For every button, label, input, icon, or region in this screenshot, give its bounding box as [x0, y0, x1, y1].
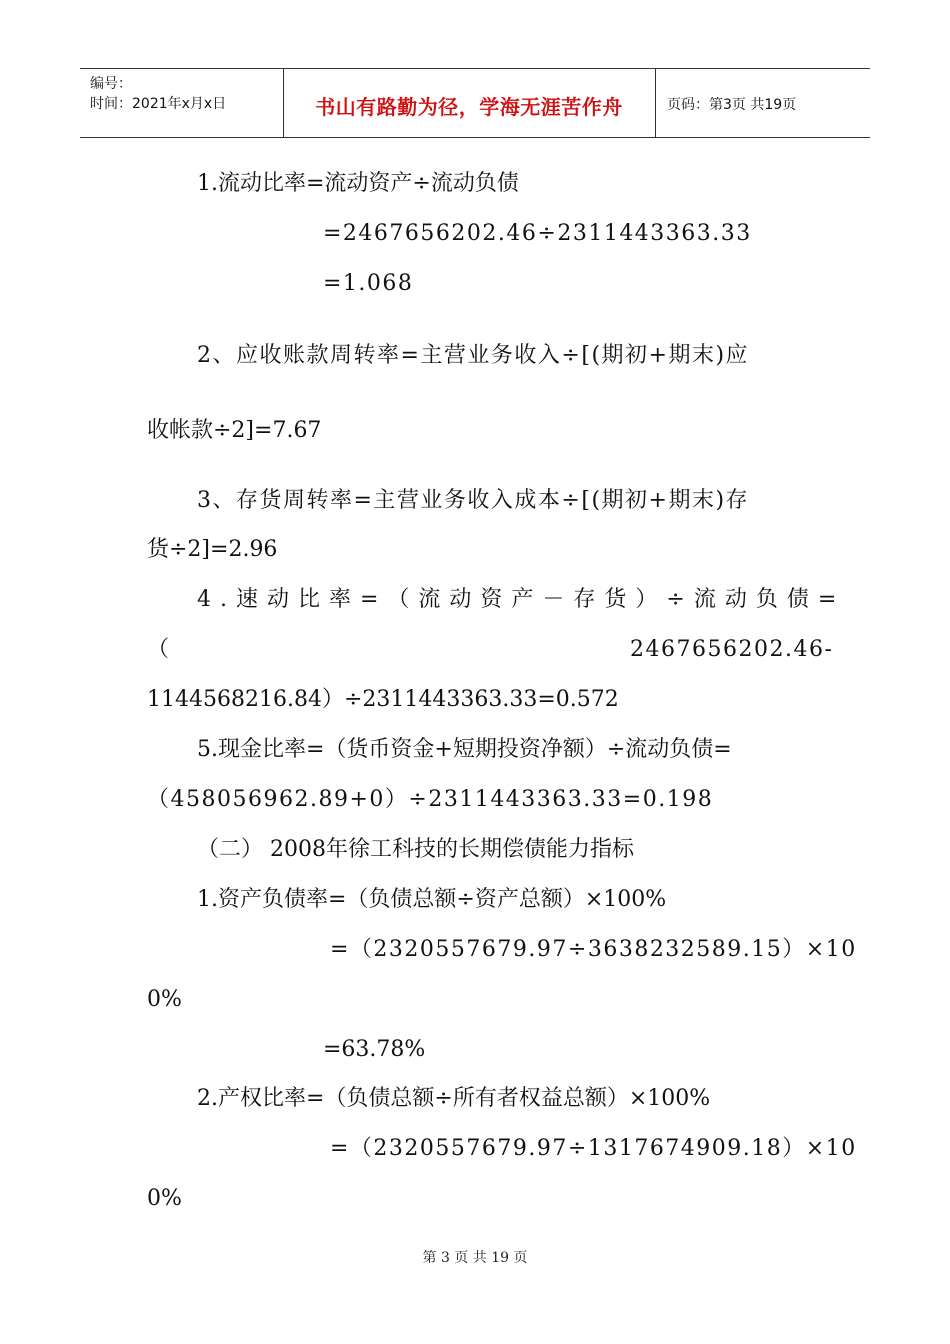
header-page-cell	[655, 69, 870, 137]
text-line: 3、存货周转率=主营业务收入成本÷[(期初+期末)存	[197, 488, 750, 513]
page-footer: 第 3 页 共 19 页	[422, 1250, 528, 1266]
text-line: 2467656202.46-	[630, 637, 834, 662]
text-line: 2.产权比率=（负债总额÷所有者权益总额）×100%	[197, 1086, 711, 1111]
text-line: 0%	[147, 1186, 182, 1211]
text-line: 收帐款÷2]=7.67	[147, 418, 322, 443]
text-line: =1.068	[323, 271, 414, 296]
document-number-label: 编号：	[90, 76, 132, 92]
text-line: 5.现金比率=（货币资金+短期投资净额）÷流动负债=	[197, 737, 732, 762]
header-info-cell	[80, 69, 284, 137]
text-line: 货÷2]=2.96	[147, 537, 278, 562]
document-time-label: 时间：2021年x月x日	[90, 96, 227, 112]
text-line: 1.流动比率=流动资产÷流动负债	[197, 171, 519, 196]
page-info: 页码：第3页 共19页	[667, 97, 797, 113]
text-line: =（2320557679.97÷1317674909.18）×10	[330, 1136, 857, 1161]
text-line: =63.78%	[323, 1037, 426, 1062]
text-line: （	[147, 637, 170, 662]
text-line: 1.资产负债率=（负债总额÷资产总额）×100%	[197, 887, 667, 912]
text-line: =2467656202.46÷2311443363.33	[323, 221, 752, 246]
text-line: 1144568216.84）÷2311443363.33=0.572	[147, 687, 619, 712]
text-line: 2、应收账款周转率=主营业务收入÷[(期初+期末)应	[197, 343, 750, 368]
text-line: =（2320557679.97÷3638232589.15）×10	[330, 937, 857, 962]
text-line: 0%	[147, 987, 182, 1012]
text-line: 4.速动比率=（流动资产－存货）÷流动负债=	[197, 587, 846, 612]
text-line: （458056962.89+0）÷2311443363.33=0.198	[147, 787, 714, 812]
header-table	[80, 68, 870, 138]
motto-text: 书山有路勤为径，学海无涯苦作舟	[315, 95, 623, 119]
header-motto-cell	[283, 69, 656, 137]
section-heading: （二） 2008年徐工科技的长期偿债能力指标	[197, 837, 634, 862]
